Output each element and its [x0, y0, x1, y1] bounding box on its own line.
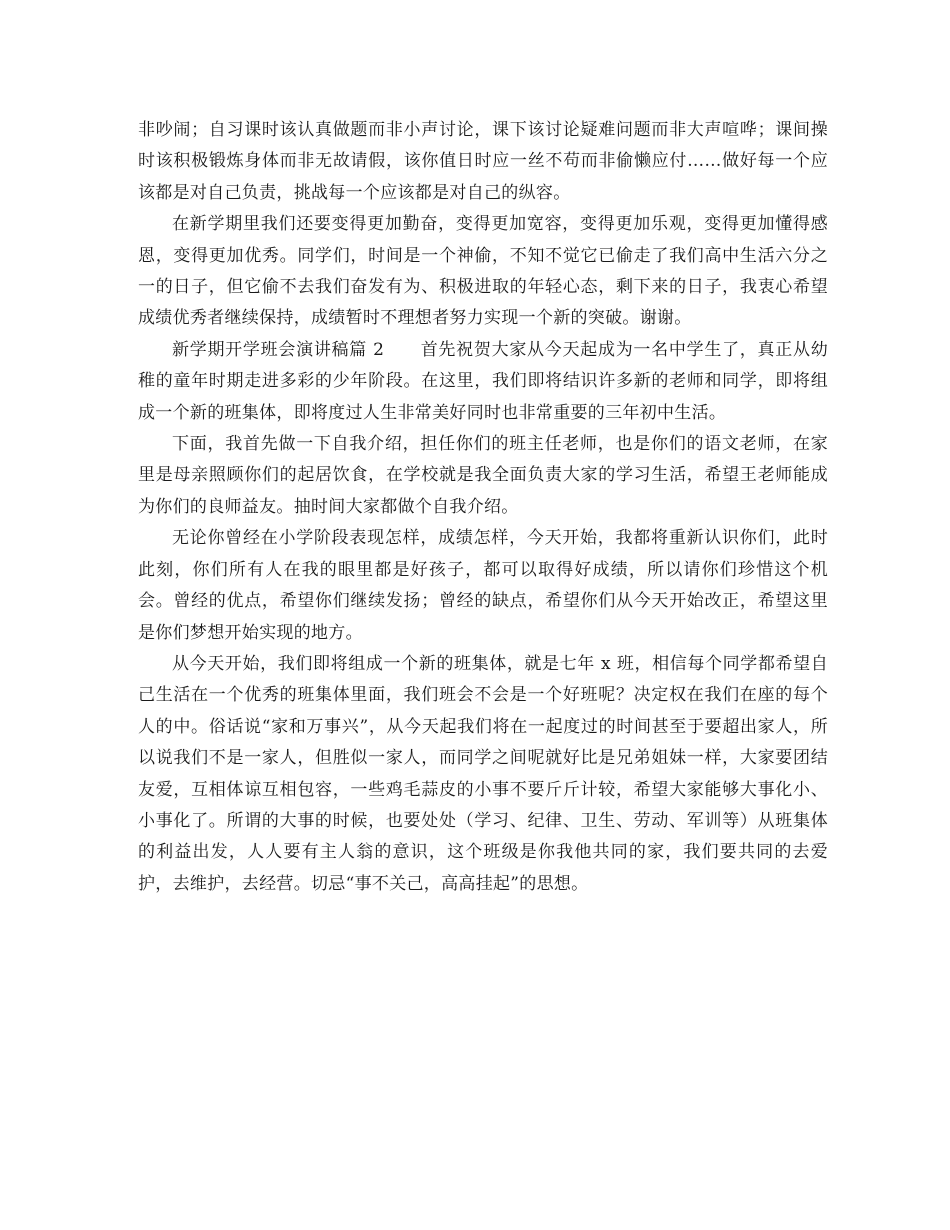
paragraph: 下面，我首先做一下自我介绍，担任你们的班主任老师，也是你们的语文老师，在家里是母亲照顾你们的起居饮食，在学校就是我全面负责大家的学习生活，希望王老师能成为你们的良师益友。抽时间大家都做个自我介绍。 — [138, 434, 828, 517]
section-lead: 首先祝贺大家从今天起成为一名中学生了，真正从幼稚的童年时期走进多彩的少年阶段。在这里，我们即将结识许多新的老师和同学，即将组成一个新的班集体，即将度过人生非常美好同时也非常重要的三年初中生活。 — [138, 339, 829, 423]
paragraph: 在新学期里我们还要变得更加勤奋，变得更加宽容，变得更加乐观，变得更加懂得感恩，变得更加优秀。同学们，时间是一个神偷，不知不觉它已偷走了我们高中生活六分之一的日子，但它偷不去我们奋发有为、积极进取的年轻心态，剩下来的日子，我衷心希望成绩优秀者继续保持，成绩暂时不理想者努力实现一个新的突破。谢谢。 — [138, 214, 828, 329]
paragraph-continuation: 非吵闹；自习课时该认真做题而非小声讨论，课下该讨论疑难问题而非大声喧哗；课间操时该积极锻炼身体而非无故请假，该你值日时应一丝不苟而非偷懒应付……做好每一个应该都是对自己负责，挑战每一个应该都是对自己的纵容。 — [138, 120, 828, 203]
paragraph: 无论你曾经在小学阶段表现怎样，成绩怎样，今天开始，我都将重新认识你们，此时此刻，你们所有人在我的眼里都是好孩子，都可以取得好成绩，所以请你们珍惜这个机会。曾经的优点，希望你们继续发扬；曾经的缺点，希望你们从今天开始改正，希望这里是你们梦想开始实现的地方。 — [138, 528, 828, 643]
paragraph: 从今天开始，我们即将组成一个新的班集体，就是七年 x 班，相信每个同学都希望自己生活在一个优秀的班集体里面，我们班会不会是一个好班呢？决定权在我们在座的每个人的中。俗话说“家和万事兴”，从今天起我们将在一起度过的时间甚至于要超出家人，所以说我们不是一家人，但胜似一家人，而同学之间呢就好比是兄弟姐妹一样，大家要团结友爱，互相体谅互相包容，一些鸡毛蒜皮的小事不要斤斤计较，希望大家能够大事化小、小事化了。所谓的大事的时候，也要处处（学习、纪律、卫生、劳动、军训等）从班集体的利益出发，人人要有主人翁的意识，这个班级是你我他共同的家，我们要共同的去爱护，去维护，去经营。切忌“事不关己，高高挂起”的思想。 — [138, 653, 828, 894]
section-title: 新学期开学班会演讲稿篇 2 — [172, 339, 385, 360]
section-paragraph — [138, 335, 828, 429]
document-body — [138, 115, 828, 900]
